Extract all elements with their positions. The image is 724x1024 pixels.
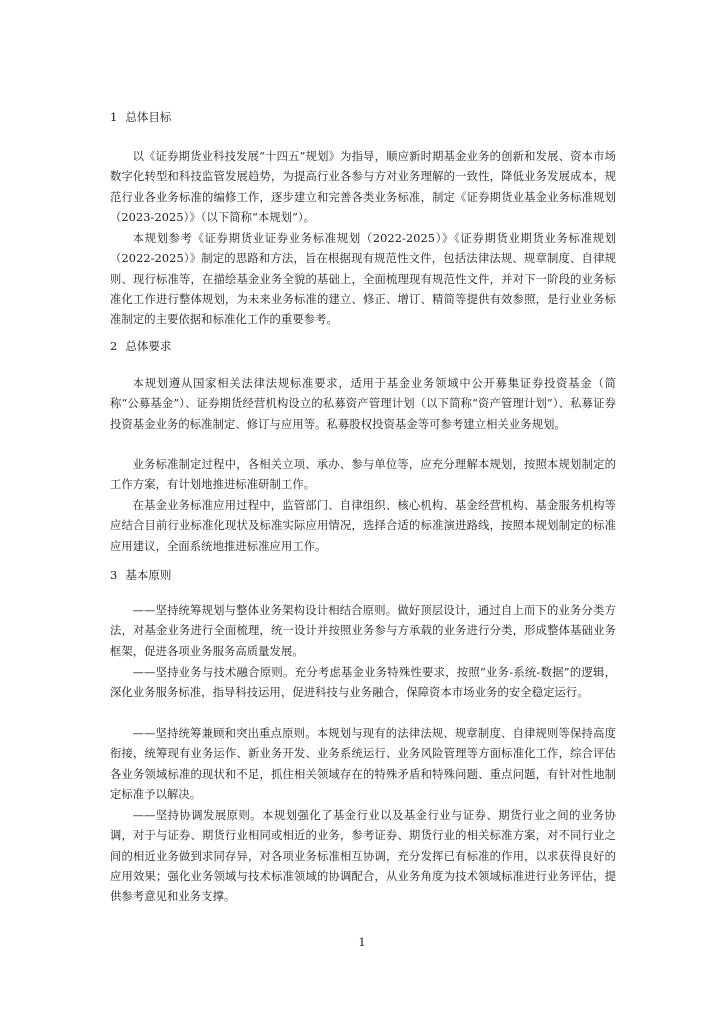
section-heading-2 <box>110 339 171 353</box>
section-heading-3 <box>110 568 171 582</box>
section-title: 基本原则 <box>125 568 172 582</box>
paragraph: ——坚持统筹兼顾和突出重点原则。本规划与现有的法律法规、规章制度、自律规则等保持高度衔接，统筹现有业务运作、新业务开发、业务系统运行、业务风险管理等方面标准化工作，综合评估各业务领域标准的现状和不足，抓住相关领域存在的特殊矛盾和特殊问题、重点问题，有针对性地制定标准予以解决。 <box>110 727 616 801</box>
paragraph: 本规划参考《证券期货业证券业务标准规划（2022-2025）》《证券期货业期货业务标准规划（2022-2025）》制定的思路和方法，旨在根据现有规范性文件，包括法律法规、规章制度、自律规则、现行标准等，在描绘基金业务全貌的基础上，全面梳理现有规范性文件，并对下一阶段的业务标准化工作进行整体规划，为未来业务标准的建立、修正、增订、精简等提供有效参照，是行业业务标准制定的主要依据和标准化工作的重要参考。 <box>110 232 616 327</box>
section-number: 3 <box>110 568 118 582</box>
paragraph: 以《证券期货业科技发展“十四五”规划》为指导，顺应新时期基金业务的创新和发展、资本市场数字化转型和科技监管发展趋势，为提高行业各参与方对业务理解的一致性，降低业务发展成本，规范行业各业务标准的编修工作，逐步建立和完善各类业务标准，制定《证券期货业基金业务标准规划（2023-2025）》（以下简称“本规划”）。 <box>110 150 616 224</box>
paragraph: ——坚持统筹规划与整体业务架构设计相结合原则。做好顶层设计，通过自上而下的业务分类方法，对基金业务进行全面梳理，统一设计并按照业务参与方承载的业务进行分类，形成整体基础业务框架，促进各项业务服务高质量发展。 <box>110 604 616 658</box>
page-number: 1 <box>358 936 366 949</box>
paragraph: 业务标准制定过程中，各相关立项、承办、参与单位等，应充分理解本规划，按照本规划制定的工作方案，有计划地推进标准研制工作。 <box>110 458 616 492</box>
paragraph: 在基金业务标准应用过程中，监管部门、自律组织、核心机构、基金经营机构、基金服务机构等应结合目前行业标准化现状及标准实际应用情况，选择合适的标准演进路线，按照本规划制定的标准应用建议，全面系统地推进标准应用工作。 <box>110 499 616 553</box>
paragraph: ——坚持业务与技术融合原则。充分考虑基金业务特殊性要求，按照“业务-系统-数据”的逻辑，深化业务服务标准，指导科技运用，促进科技与业务融合，保障资本市场业务的安全稳定运行。 <box>110 666 616 700</box>
section-number: 1 <box>110 110 118 124</box>
section-heading-1 <box>110 110 171 124</box>
section-title: 总体目标 <box>125 110 172 124</box>
section-title: 总体要求 <box>125 339 172 353</box>
paragraph: 本规划遵从国家相关法律法规标准要求，适用于基金业务领域中公开募集证券投资基金（简称“公募基金”）、证券期货经营机构设立的私募资产管理计划（以下简称“资产管理计划”）、私募证券投资基金业务的标准制定、修订与应用等。私募股权投资基金等可参考建立相关业务规划。 <box>110 377 616 431</box>
section-number: 2 <box>110 339 118 353</box>
paragraph: ——坚持协调发展原则。本规划强化了基金行业以及基金行业与证券、期货行业之间的业务协调，对于与证券、期货行业相同或相近的业务，参考证券、期货行业的相关标准方案，对不同行业之间的相近业务做到求同存异，对各项业务标准相互协调，充分发挥已有标准的作用，以求获得良好的应用效果；强化业务领域与技术标准领域的协调配合，从业务角度为技术领域标准进行业务评估，提供参考意见和业务支撑。 <box>110 809 616 904</box>
